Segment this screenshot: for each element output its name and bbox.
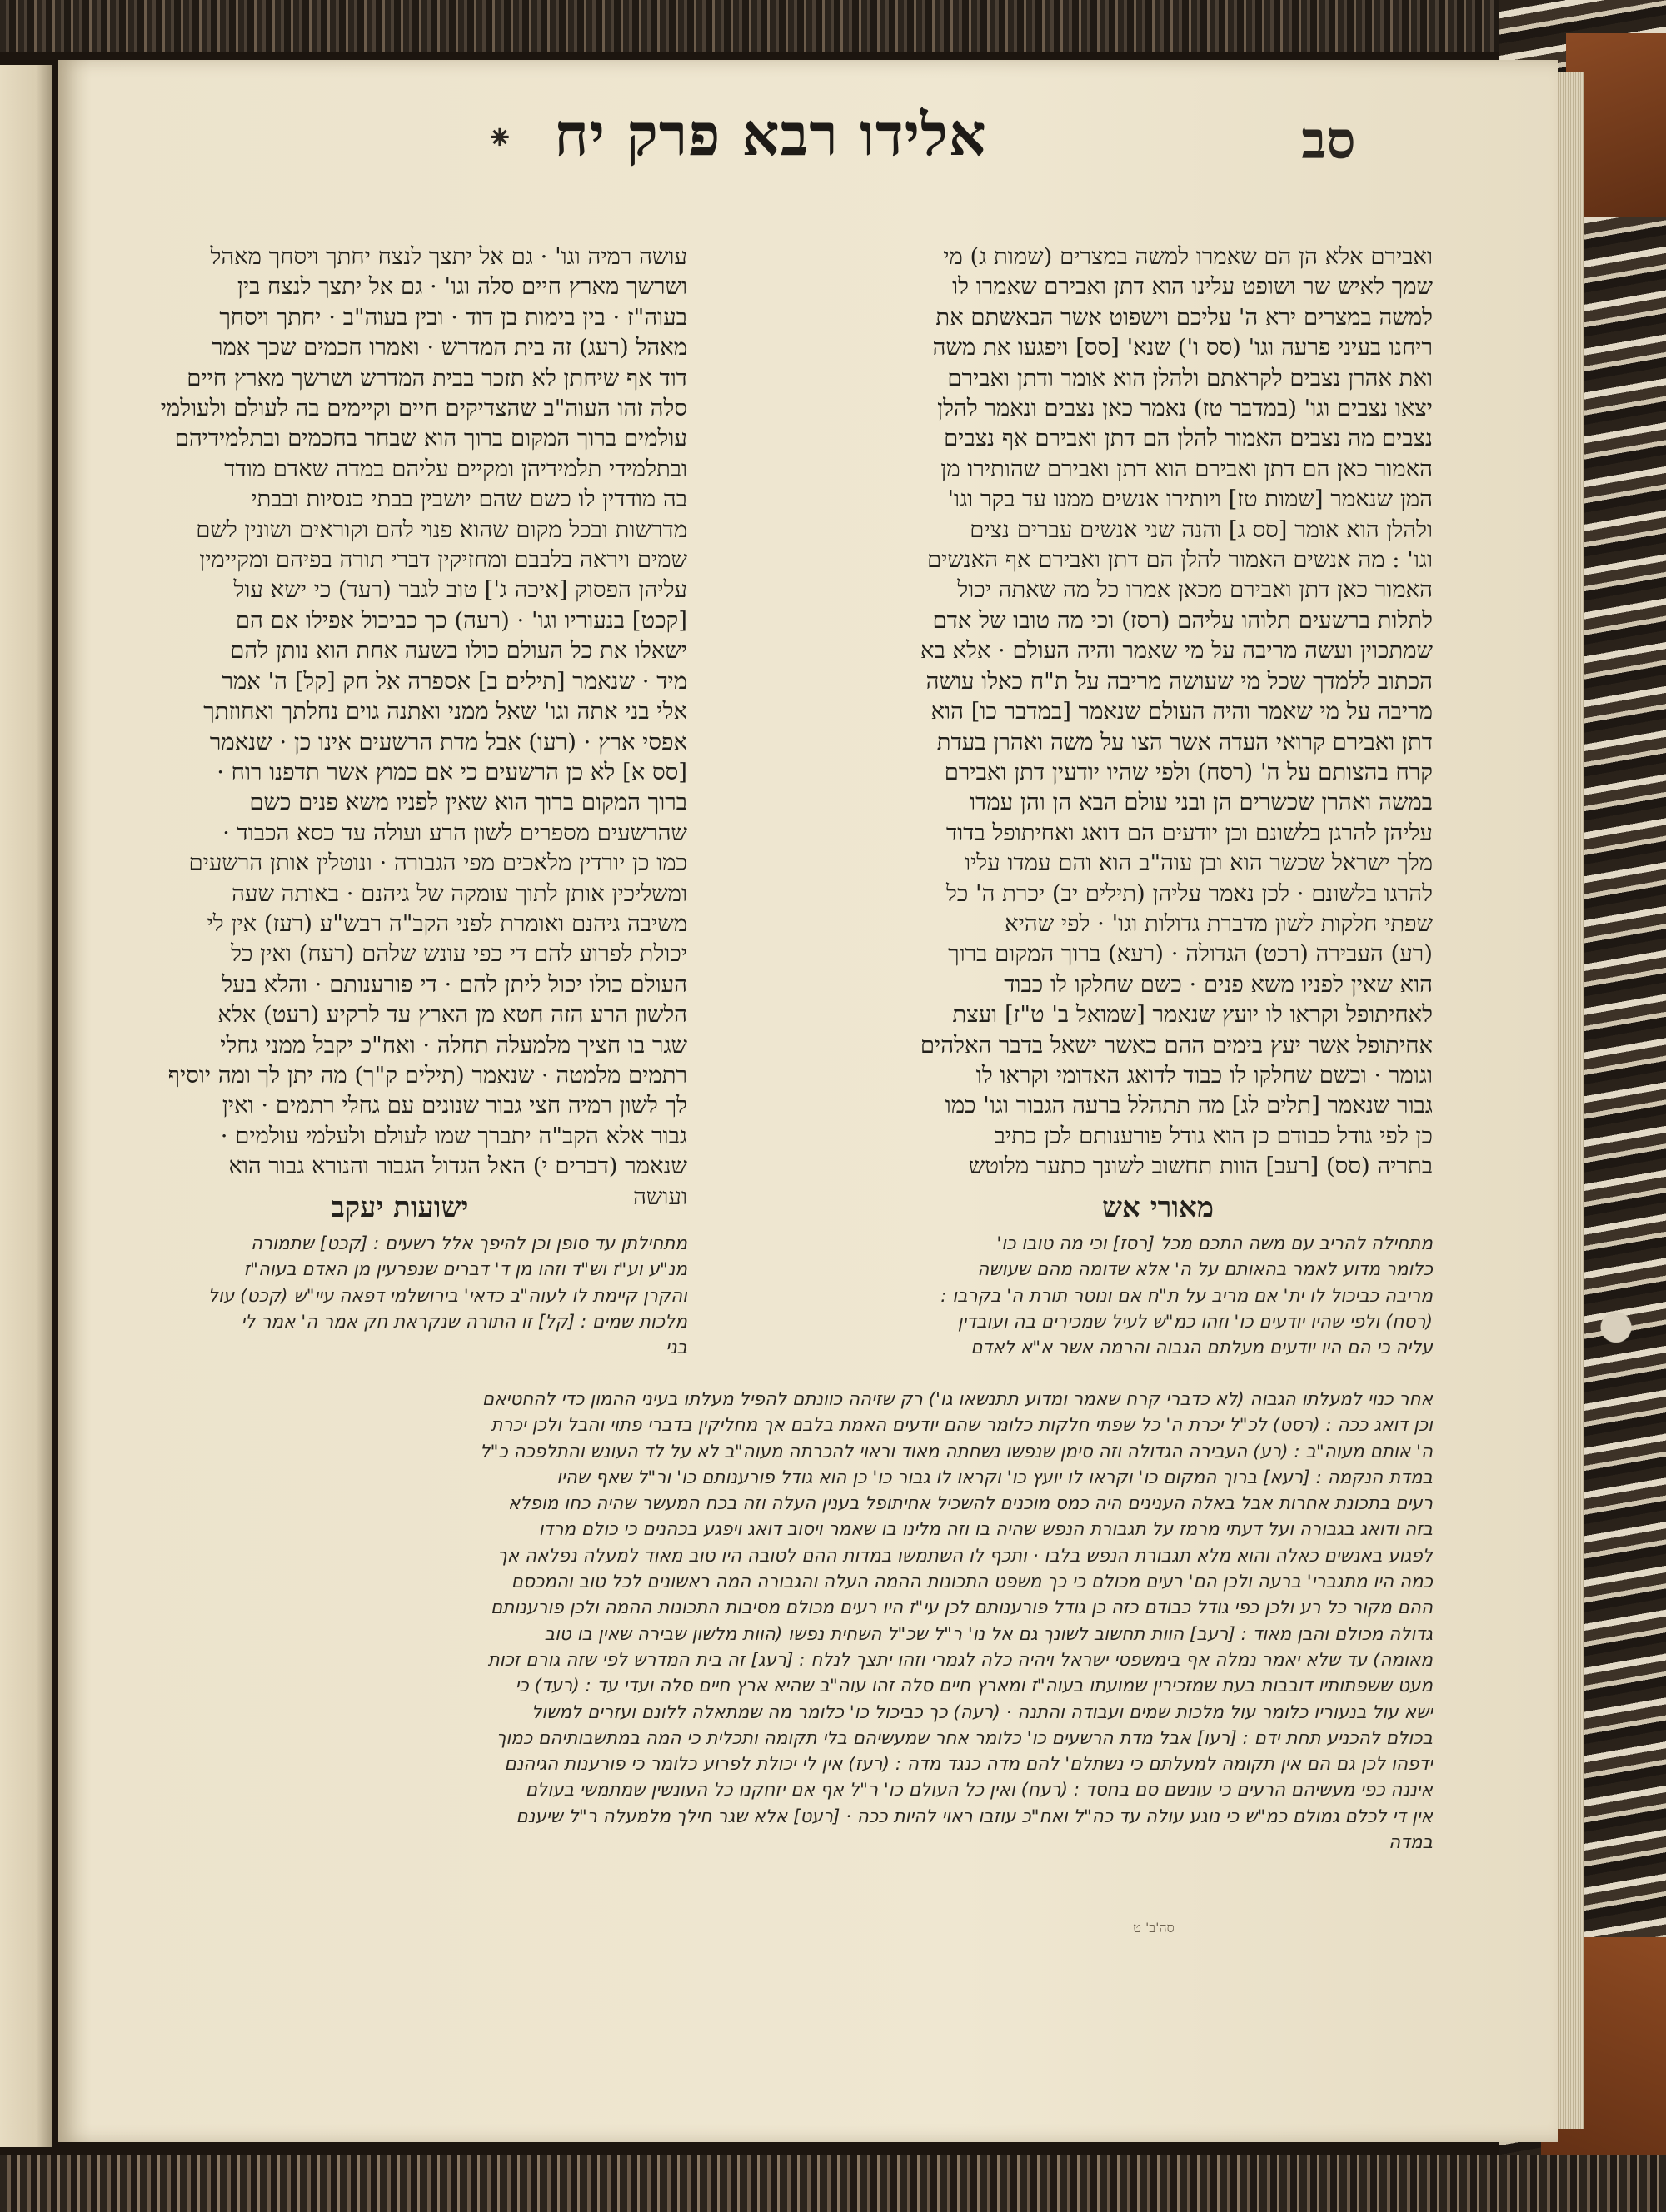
text-line: ובתלמידי תלמידיהן ומקיים עליהם במדה שאדם מודד xyxy=(224,455,687,482)
commentary-line: לפגוע באנשים כאלה והוא מלא תגבורת הנפש בלבו · ותכף לו השתמשו במדות ההם לטובה היו טוב מאוד למעלה נפלאה אך xyxy=(497,1545,1433,1567)
text-line: מלך ישראל שכשר הוא ובן עוה"ב הוא והם עמדו עליו xyxy=(965,849,1433,877)
commentary-line: כמה היו מתגברי' ברעה ולכן הם' רעים מכולם כי כך משפט התכונות ההמה העלה והגבורה המה ראשונים לכל טוב והמכסם xyxy=(511,1572,1433,1593)
text-line: רתמים מלמטה · שנאמר (תילים ק"ך) מה יתן לך ומה יוסיף xyxy=(167,1061,687,1089)
text-line: ולהלן הוא אומר [סס ג] והנה שני אנשים עברים נצים xyxy=(970,516,1433,543)
commentary-heading-yeshuot-yaakov: ישועות יעקב xyxy=(331,1191,469,1224)
text-line: בה מודדין לו כשם שהם יושבין בבתי כנסיות ובבתי xyxy=(251,486,687,513)
text-line: ומשליכין אותן לתוך עומקה של גיהנם · באותה שעה xyxy=(232,879,687,907)
text-line: להרגו בלשונם · לכן נאמר עליהן (תילים יב) יכרת ה' כל xyxy=(946,879,1433,907)
commentary-line: מתחילתן עד סופן וכן להיפך אלל רשעים : [קכט] שתמורה xyxy=(250,1233,687,1254)
text-line: ישאלו את כל העולם כולו בשעה אחת הוא נותן להם xyxy=(230,637,687,665)
text-line: אפסי ארץ · (רעו) אבל מדת הרשעים אינו כן · שנאמר xyxy=(209,728,687,755)
text-line: עליהן להרגן בלשונם וכן יודעים הם דואג ואחיתופל בדוד xyxy=(946,819,1433,846)
text-line: האמור כאן הם דתן ואבירם הוא דתן ואבירם שהותירו מן xyxy=(940,455,1433,482)
text-line: עולמים ברוך המקום ברוך הוא שבחר בחכמים ובתלמידיהם xyxy=(174,425,687,452)
text-line: מדרשות ובכל מקום שהוא פנוי להם וקוראים ושונין לשם xyxy=(196,516,687,543)
text-line: ושרשך מארץ חיים סלה וגו' · גם אל יתצך לנצח בין xyxy=(237,273,687,301)
text-line: שפתי חלקות לשון מדברת גדולות וגו' · לפי שהיא xyxy=(1005,909,1433,937)
text-line: [סס א] לא כן הרשעים כי אם כמוץ אשר תדפנו רוח · xyxy=(217,758,687,785)
page-number: סב xyxy=(1301,110,1356,171)
commentary-line: ההם מקור כל רע ולכן כפי גודל כבודם כזה כן גודל פורענותם לכן עי"ז היו רעים מכולם מסיבות התכונות ההמה ולכן פורענותם xyxy=(491,1597,1433,1619)
text-line: ואת אהרן נצבים לקראתם ולהלן הוא אומר ודתן ואבירם xyxy=(947,364,1433,391)
text-line: גבור אלא הקב"ה יתברך שמו לעולם ולעלמי עולמים · xyxy=(220,1122,687,1149)
text-line: וגו' : מה אנשים האמור להלן הם דתן ואבירם אף האנשים xyxy=(926,546,1433,574)
text-line: שמך לאיש שר ושופט עלינו הוא דתן ואבירם שאמרו לו xyxy=(952,273,1433,301)
text-line: לתלות ברשעים תלוהו עליהם (רסז) וכי מה טובו של אדם xyxy=(932,606,1433,634)
text-line: נצבים מה נצבים האמור להלן הם דתן ואבירם אף נצבים xyxy=(944,425,1433,452)
text-line: לך לשון רמיה חצי גבור שנונים עם גחלי רתמים · ואין xyxy=(222,1092,687,1119)
commentary-line: במדה xyxy=(1389,1832,1433,1854)
text-line: יכולת לפרוע להם די כפי עונש שלהם (רעח) ואין כל xyxy=(231,940,687,968)
commentary-line: רעים בתכונת אחרות אבל באלה הענינים היה כמס מוכנים להשכיל אחיתופל בענין העלה וזה בכח המעשר שהיה כחו מופלא xyxy=(507,1493,1433,1515)
commentary-full-width-block xyxy=(112,1387,1433,1856)
text-line: סלה זהו העוה"ב שהצדיקים חיים וקיימים בה לעולם ולעולמי xyxy=(160,395,687,422)
commentary-line: גדולה מכולם והבן מאוד : [רעב] הוות תחשוב לשונך גם אל נו' ר"ל שכ"ל השחית נפשו (הוות מלשון שבירה שאין בו טוב xyxy=(544,1623,1433,1645)
text-line: הלשון הרע הזה חטא מן הארץ עד לרקיע (רעט) אלא xyxy=(217,1001,687,1029)
text-line: ועושה xyxy=(633,1183,687,1210)
text-line: גבור שנאמר [תלים לג] מה תתהלל ברעה הגבור וגו' כמו xyxy=(945,1092,1433,1119)
commentary-line: אחר כנוי למעלתו הגבוה (לא כדברי קרח שאמר ומדוע תתנשאו גו') רק שזיהה כוונתם להפיל מעלתו בעיני ההמון כדי להחטיאם xyxy=(481,1389,1433,1410)
text-line: הכתוב ללמדך שכל מי שעושה מריבה על ת"ח כאלו עושה xyxy=(925,667,1433,695)
commentary-line: ידפהו לכן גם הם אין תקומה למעלתם כי נשתלם' להם מדה כנגד מדה : (רעז) אין לי יכולת לפרוע כלומר כי פורענות הגיהנם xyxy=(504,1754,1433,1776)
printer-signature: סה'ב' ט xyxy=(1133,1920,1175,1936)
text-line: ברוך המקום ברוך הוא שאין לפניו משא פנים כשם xyxy=(249,789,687,816)
text-line: בתריה (סס) [רעב] הוות תחשוב לשונך כתער מלוטש xyxy=(968,1153,1433,1180)
text-line: שמים ויראה בלבבם ומחזיקין דברי תורה בפיהם ומקיימין xyxy=(199,546,687,574)
commentary-line: איננה כפי מעשיהם הרעים כי עונשם סם בחסד : (רעח) ואין כל העולם כו' ר"ל אף אם יזחקנו כל העונשין שמתמשי בעולם xyxy=(525,1780,1433,1801)
book-cover-top xyxy=(0,0,1666,52)
commentary-line: ישא עול בנעוריו כלומר עול מלכות שמים ועבודה והתנה · (רעה) כך כביכול כו' כלומר מה שמתאלה ללונם ועזרים למשול xyxy=(531,1701,1433,1723)
main-text-left-column xyxy=(112,242,687,1212)
text-line: מריבה על מי שאמר והיה העולם שנאמר [במדבר כו] הוא xyxy=(930,698,1433,725)
text-line: כמו כן יורדין מלאכים מפי הגבורה · ונוטלין אותן הרשעים xyxy=(188,849,687,877)
text-line: דתן ואבירם קרואי העדה אשר הצו על משה ואהרן בעדת xyxy=(936,728,1433,755)
text-line: דוד אף שיחתן לא תזכר בבית המדרש ושרשך מארץ חיים xyxy=(187,364,687,391)
text-line: האמור כאן דתן ואבירם מכאן אמרו כל מה שאתה יכול xyxy=(957,576,1433,604)
text-line: מיד · שנאמר [תילים ב] אספרה אל חק [קל] ה' אמר xyxy=(222,667,687,695)
text-line: שנאמר (דברים י) האל הגדול הגבור והנורא גבור הוא xyxy=(228,1153,687,1180)
text-line: מאהל (רעג) זה בית המדרש · ואמרו חכמים שכך אמר xyxy=(211,334,687,361)
text-line: במשה ואהרן שכשרים הן ובני עולם הבא הן והן עמדו xyxy=(970,789,1433,816)
commentary-line: בני xyxy=(666,1338,687,1359)
text-line: העולם כולו יכול ליתן להם · די פורענותם · והלא בעל xyxy=(222,970,687,998)
commentary-heading-meorei-esh: מאורי אש xyxy=(1101,1191,1215,1224)
text-line: כן לפי גודל כבודם כן הוא גודל פורענותם לכן כתיב xyxy=(994,1122,1433,1149)
main-text-right-column xyxy=(883,242,1433,1182)
page-title: אלידו רבא פרק יח xyxy=(554,100,987,169)
text-line: אחיתופל אשר יעץ בימים ההם כאשר ישאל בדבר האלהים xyxy=(920,1031,1433,1059)
text-line: [קכט] בנעוריו וגו' · (רעה) כך כביכול אפילו אם הם xyxy=(235,606,687,634)
left-page-edge xyxy=(0,65,52,2147)
text-line: למשה במצרים ירא ה' עליכם וישפוט אשר הבאשתם את xyxy=(935,303,1433,331)
text-line: אלי בני אתה וגו' שאל ממני ואתנה גוים נחלתך ואחוזתך xyxy=(203,698,687,725)
text-line: יצאו נצבים וגו' (במדבר טז) נאמר כאן נצבים ונאמר להלן xyxy=(937,395,1433,422)
book-cover-bottom xyxy=(0,2155,1666,2212)
text-line: עליהן הפסוק [איכה ג'] טוב לגבר (רעד) כי ישא עול xyxy=(233,576,687,604)
page-stack-edge xyxy=(1556,72,1584,2129)
commentary-line: מתחילה להריב עם משה התכם מכל [רסז] וכי מה טובו כו' xyxy=(996,1233,1433,1254)
text-line: וגומר · וכשם שחלקו לו כבוד לדואג האדומי וקראו לו xyxy=(975,1061,1433,1089)
commentary-line: מריבה כביכול לו ית' אם מריב על ת"ח אם ונוטר תורת ה' בקרבו : xyxy=(940,1285,1433,1307)
text-line: שהרשעים מספרים לשון הרע ועולה עד כסא הכבוד · xyxy=(222,819,687,846)
text-line: לאחיתופל וקראו לו יועץ שנאמר [שמואל ב' ט"ז] ועצת xyxy=(952,1001,1433,1029)
commentary-line: מעט ששפתותיו דובבות בעת שמזכירין שמועתו בעוה"ז ומארץ חיים סלה זהו עוה"ב שהיא ארץ חיים סלה ועדי עד : (רעד) כי xyxy=(515,1676,1433,1697)
commentary-right-block xyxy=(883,1231,1433,1361)
text-line: שמתכוין ועשה מריבה על מי שאמר והיה העולם · אלא בא xyxy=(920,637,1433,665)
commentary-line: במדת הנקמה : [רעא] ברוך המקום כו' וקראו לו יועץ כו' וקראו לו גבור כו' כן הוא גודל פורענותם כו' ור"ל שאף שהיו xyxy=(556,1467,1433,1488)
commentary-line: ה' אותם מעוה"ב : (רע) העבירה הגדולה וזה סימן שנפשו נשחתה מאוד וראוי להכרתה מעוה"ב לא על לד העונש והתלפכה כ"ל xyxy=(480,1441,1433,1462)
commentary-line: כלומר מדוע לאמר בהאותם על ה' אלא שדומה מהם שעושה xyxy=(977,1259,1433,1281)
commentary-line: מאומה) עד שלא יאמר נמלה אף בימשפטי ישראל ויהיה כלה לגמרי וזהו יתצך לנלח : [רעג] זה בית המדרש לפי שזה גורם זכות xyxy=(487,1649,1433,1671)
commentary-line: בזה ודואג בגבורה ועל דעתי מרמז על תגבורת הנפש שהיה בו וזה מלינו בו שאמר ויסוב דואג ויפגע בכהנים כי כולם מרדו xyxy=(538,1519,1433,1541)
text-line: קרח בהצותם על ה' (רסח) ולפי שהיו יודעין דתן ואבירם xyxy=(944,758,1433,785)
commentary-line: אין די לכלם גמולם כמ"ש כי נוגע עולה עד כה"ל ואח"כ עוזבו ראוי להיות ככה · [רעט] אלא שגר חילך מלמעלה ר"ל שיענם xyxy=(516,1806,1433,1827)
commentary-line: והקרן קיימת לו לעוה"ב כדאי' בירושלמי דפאה עיי"ש (קכט) עול xyxy=(207,1285,687,1307)
commentary-line: וכן דואג ככה : (רסט) לכ"ל יכרת ה' כל שפתי חלקות כלומר שהם יודעים האמת בלבם אך מחליקין בדברי פתוי והבל ולכן יכרת xyxy=(491,1415,1433,1437)
text-line: ריחנו בעיני פרעה וגו' (סס ו') שנא' [סס] ויפגעו את משה xyxy=(932,334,1433,361)
commentary-line: מלכות שמים : [קל] זו התורה שנקראת חק אמר ה' אמר לי xyxy=(241,1311,687,1333)
commentary-line: מנ"ע וע"ז וש"ד וזהו מן ד' דברים שנפרעין מן האדם בעוה"ז xyxy=(243,1259,687,1281)
text-line: ואבירם אלא הן הם שאמרו למשה במצרים (שמות ג) מי xyxy=(943,243,1433,270)
text-line: בעוה"ז · בין בימות בן דוד · ובין בעוה"ב · יחתך ויסחך xyxy=(219,303,687,331)
commentary-line: בכולם להכניע תחת ידם : [רעו] אבל מדת הרשעים כו' כלומר אחר שמעשיהם בלי תקומה ותכלית כי המה במתשבותיהם כמוך xyxy=(496,1727,1433,1749)
text-line: עושה רמיה וגו' · גם אל יתצך לנצח יחתך ויסחך מאהל xyxy=(210,243,687,270)
commentary-left-block xyxy=(112,1231,687,1361)
text-line: שגר בו חציך מלמעלה תחלה · ואח"כ יקבל ממני גחלי xyxy=(220,1031,687,1059)
text-line: (רע) העבירה (רכט) הגדולה · (רעא) ברוך המקום ברוך xyxy=(948,940,1433,968)
commentary-line: (רסח) ולפי שהיו יודעים כו' וזהו כמ"ש לעיל שמכירים בה ועובדין xyxy=(957,1311,1433,1333)
commentary-line: עליה כי הם היו יודעים מעלתם הגבוה והרמה אשר א"א לאדם xyxy=(970,1338,1433,1359)
text-line: המן שנאמר [שמות טז] ויותירו אנשים ממנו עד בקר וגו' xyxy=(947,486,1433,513)
title-ornament-icon: ⁕ xyxy=(486,119,514,157)
text-line: משיבה גיהנם ואומרת לפני הקב"ה רבש"ע (רעז) אין לי xyxy=(207,909,687,937)
text-line: הוא שאין לפניו משא פנים · כשם שחלקו לו כבוד xyxy=(1004,970,1433,998)
